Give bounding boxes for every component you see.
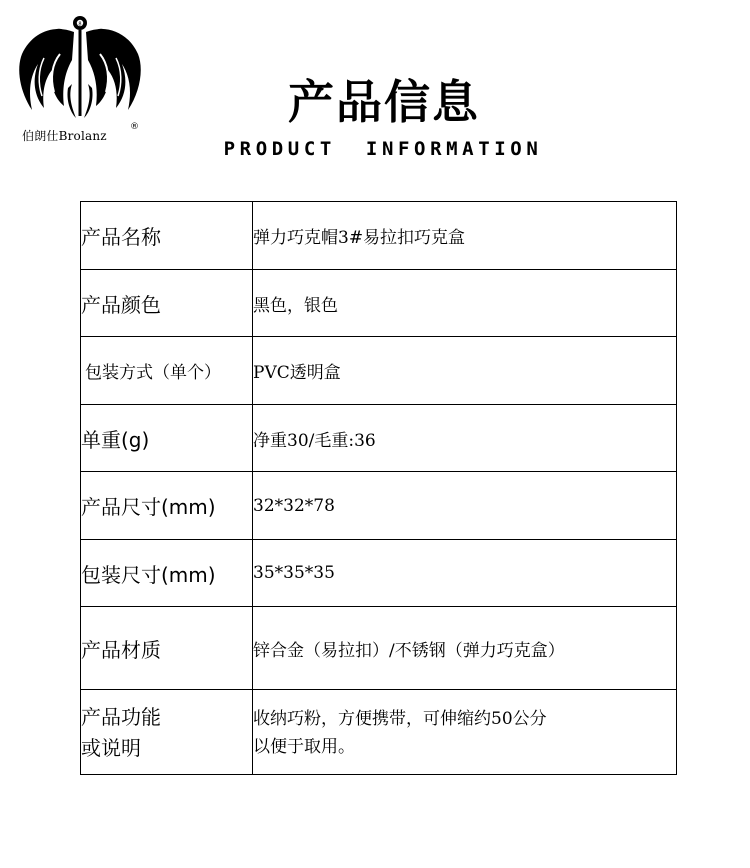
row-label: 产品名称 [81, 202, 253, 270]
row-label: 包装尺寸(mm) [81, 540, 253, 607]
product-info-table [80, 201, 677, 775]
row-value: 锌合金（易拉扣）/不锈钢（弹力巧克盒） [253, 607, 677, 690]
row-value: 35*35*35 [253, 540, 677, 607]
table-row [81, 405, 677, 472]
row-value: 黑色，银色 [253, 270, 677, 337]
brand-name: 伯朗仕Brolanz [22, 129, 107, 143]
row-label: 包装方式（单个） [81, 337, 253, 405]
table-row [81, 472, 677, 540]
row-value: 收纳巧粉，方便携带，可伸缩约50公分 以便于取用。 [253, 690, 677, 775]
row-label: 单重(g) [81, 405, 253, 472]
row-value: 净重30/毛重:36 [253, 405, 677, 472]
row-label: 产品尺寸(mm) [81, 472, 253, 540]
row-label: 产品材质 [81, 607, 253, 690]
row-label: 产品颜色 [81, 270, 253, 337]
table-row [81, 337, 677, 405]
row-label: 产品功能 或说明 [81, 690, 253, 775]
svg-text:8: 8 [78, 21, 82, 28]
table-row [81, 690, 677, 775]
registered-mark: ® [130, 122, 139, 132]
table-row [81, 202, 677, 270]
row-value: 弹力巧克帽3#易拉扣巧克盒 [253, 202, 677, 270]
page-subtitle: PRODUCT INFORMATION [223, 138, 543, 160]
table-row [81, 270, 677, 337]
page-title: 产品信息 [288, 75, 480, 129]
table-row [81, 607, 677, 690]
table-row [81, 540, 677, 607]
row-value: 32*32*78 [253, 472, 677, 540]
row-value: PVC透明盒 [253, 337, 677, 405]
